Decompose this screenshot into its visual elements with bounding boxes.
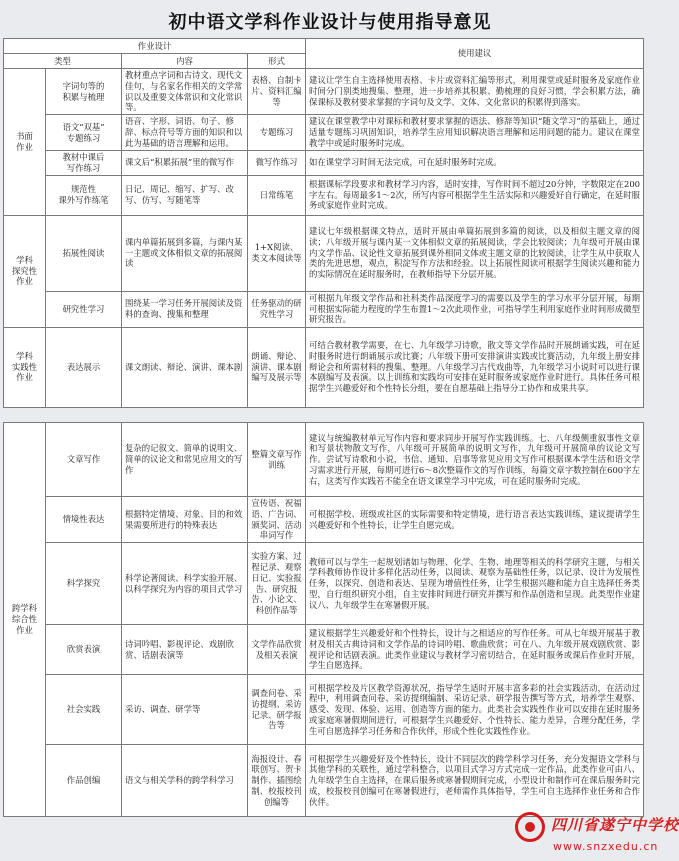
row-type: 语文“双基” 专题练习 (46, 115, 122, 151)
header-row (4, 39, 644, 54)
row-form: 海报设计、春联创写、贺卡制作、插图绘制、校报校刊创编等 (248, 745, 306, 817)
header-design-group: 作业设计 (4, 39, 306, 54)
category-practice: 学科 实践性 作业 (4, 327, 46, 407)
watermark-school-name: 四川省遂宁中学校 (551, 816, 679, 834)
category-written: 书面 作业 (4, 69, 46, 216)
row-usage: 可根据学校及片区教学资源状况，指导学生适时开展丰富多彩的社会实践活动，在活动过程中，利用调查问卷、采访提纲编制、采访记录、研学报告撰写等方式，培养学生观察、感受、发现、体验、运用、创造等方面的能力。此类社会实践性作业可以安排在延时服务或家庭寒暑假期间进行，可根据学生兴趣爱好、个性特长、能力差异，合理分配任务，学生可自愿选择学习任务和合作伙伴，形成个性化实践性作业。 (306, 675, 644, 745)
row-usage: 建议在课堂教学中对课标和教材要求掌握的语法、修辞等知识“随文学习”的基础上，通过适量专题练习巩固知识，培养学生应用知识解决语言理解和运用问题的能力。建议在课堂教学中或延时服务时完成。 (306, 115, 644, 151)
header-content: 内容 (122, 54, 248, 69)
row-form: 专题练习 (248, 115, 306, 151)
row-type: 文章写作 (46, 423, 122, 497)
row-usage: 建议让学生自主选择使用表格、卡片或资料汇编等形式，利用课堂或延时服务及家庭作业时间分门别类地搜集、整理，进一步培养其积累、勤梳理的良好习惯，学会积累方法，确保课标及教材要求掌握的字词句及文学、文体、文化常识的积累得到落实。 (306, 69, 644, 115)
row-usage: 可根据九年级文学作品和社科类作品深度学习的需要以及学生的学习水平分层开展，每期可根据实际能力程度的学生布置1～2次此项作业，可指导学生利用家庭作业时间形成微型研究报告。 (306, 291, 644, 327)
row-content: 诗词吟唱、影视评论、戏剧欣赏、话剧表演等 (122, 625, 248, 675)
row-type: 社会实践 (46, 675, 122, 745)
header-form: 形式 (248, 54, 306, 69)
table-row (4, 69, 644, 115)
table-row (4, 423, 644, 497)
row-form: 整篇文章写作训练 (248, 423, 306, 497)
table-row (4, 115, 644, 151)
row-usage: 根据课标学段要求和教材学习内容，适时安排，写作时间不超过20分钟，字数限定在200字左右。每周最多1～2次，所写内容可根据学生生活实际和兴趣爱好自行确定，在延时服务或家庭作业时完成。 (306, 175, 644, 215)
row-content: 根据特定情境、对象、目的和效果需要所进行的特殊表达 (122, 497, 248, 543)
table-row (4, 497, 644, 543)
table-row (4, 151, 644, 176)
row-type: 字词句等的 积累与梳理 (46, 69, 122, 115)
assignment-table-part1 (3, 38, 644, 408)
table-row (4, 175, 644, 215)
row-content: 复杂的记叙文、简单的说明文、简单的议论文和常见应用文的写作 (122, 423, 248, 497)
category-inquiry: 学科 探究性 作业 (4, 215, 46, 327)
category-interdisciplinary: 跨学科 综合性 作业 (4, 423, 46, 817)
table-row (4, 745, 644, 817)
row-form: 文学作品欣赏及相关表演 (248, 625, 306, 675)
assignment-table-part2 (3, 422, 644, 817)
table-row (4, 327, 644, 407)
row-type: 拓展性阅读 (46, 215, 122, 291)
row-form: 表格、自制卡片、资料汇编等 (248, 69, 306, 115)
header-usage: 使用建议 (306, 39, 644, 69)
row-form: 日常练笔 (248, 175, 306, 215)
row-type: 规范性 课外写作练笔 (46, 175, 122, 215)
row-type: 作品创编 (46, 745, 122, 817)
row-usage: 如在课堂学习时间无法完成，可在延时服务时完成。 (306, 151, 644, 176)
row-usage: 建议根据学生兴趣爱好和个性特长，设计与之相适应的写作任务。可从七年级开展基于教材及相关古典诗词和文学作品的诗词吟唱、歌曲欣赏；可在八、九年级开展戏剧欣赏、影视评论和话剧表演。此类作业建议与教材学习密切结合，在延时服务或课后作业时开展，学生自愿选择。 (306, 625, 644, 675)
row-content: 围绕某一学习任务开展阅读及资料的查询、搜集和整理 (122, 291, 248, 327)
table-row (4, 215, 644, 291)
row-type: 表达展示 (46, 327, 122, 407)
row-type: 教材中课后 写作练习 (46, 151, 122, 176)
row-content: 采访、调查、研学等 (122, 675, 248, 745)
row-form: 1+X阅读、类文本阅读等 (248, 215, 306, 291)
row-type: 情境性表达 (46, 497, 122, 543)
row-usage: 建议与统编教材单元写作内容和要求同步开展写作实践训练。七、八年级侧重叙事性文章和写景状物散文写作，八年级可开展简单的说明文写作，九年级可开展简单的议论文写作。尝试写诗歌和小说，书信、通知、启事等常见应用文写作可根据课本学生活和语文学习需求进行开展，每期可进行6～8次整篇作文的写作训练，每篇文章字数控制在600字左右，这类写作实践若不能全在语文课堂学习中完成，可在延时服务时完成。 (306, 423, 644, 497)
row-form: 微写作练习 (248, 151, 306, 176)
table-row (4, 543, 644, 625)
row-form: 任务驱动的研究性学习 (248, 291, 306, 327)
row-content: 教材重点字词和古诗文、现代文佳句，与名家名作相关的文学常识以及重要文体常识和文化常识等。 (122, 69, 248, 115)
row-form: 实验方案、过程记录、观察日记、实验报告、研究报告、小论文、科创作品等 (248, 543, 306, 625)
row-usage: 教师可以与学生一起规划诸如与物理、化学、生物、地理等相关的科学研究主题，与相关学科教师协作设计多样化活动任务，以阅读、观察为基础性任务，以记录、设计为发展性任务，以探究、创造和表达、呈现为增值性任务，让学生根据兴趣和能力自主选择任务类型，自行组织研究小组，自主安排时间进行研究并撰写和作品创造和呈现。此类型作业建议八、九年级学生在寒暑假开展。 (306, 543, 644, 625)
school-watermark (515, 812, 679, 860)
row-form: 朗诵、辩论、演讲、课本剧编写及展示等 (248, 327, 306, 407)
table-row (4, 675, 644, 745)
row-form: 调查问卷、采访提纲、采访记录、研学报告等 (248, 675, 306, 745)
row-content: 语音、字形、词语、句子、修辞、标点符号等方面的知识和以此为基础的语言理解和运用。 (122, 115, 248, 151)
header-type: 类型 (4, 54, 122, 69)
row-usage: 可根据学生兴趣爱好及个性特长，设计不同层次的跨学科学习任务，充分发掘语文学科与其他学科的关联性，通过学科整合，以项目式学习方式完成一定作品，此类作业可由八、九年级学生自主选择，在课后服务或寒暑假期间完成，小型设计和制作可在课后服务时完成，校报校刊创编可在寒暑假进行，老师需作具体指导，学生可自主选择作业任务和合作伙伴。 (306, 745, 644, 817)
school-seal-icon (515, 812, 545, 842)
table-row (4, 625, 644, 675)
row-usage: 可结合教材教学需要，在七、九年级学习诗歌，散文等文学作品时开展朗诵实践，可在延时服务时进行朗诵展示或比赛；八年级下册可安排演讲实践或比赛活动，九年级上册安排辩论会和所需材料的搜集、整理。八年级学习古代戏曲等，九年级学习小说时可以进行课本剧编写及表演。以上训练和实践均可安排在延时服务或家庭作业时进行。具体任务可根据学生兴趣爱好和个性特长分组，要在自愿基础上指导分工协作和成果共享。 (306, 327, 644, 407)
row-content: 科学论著阅读、科学实验开展、以科学探究为内容的项目式学习 (122, 543, 248, 625)
row-usage: 可根据学校、班级或社区的实际需要和特定情境，进行语言表达实践训练，建议提请学生兴趣爱好和个性特长，让学生自愿完成。 (306, 497, 644, 543)
row-usage: 建议七年级根据课文特点，适时开展由单篇拓展到多篇的阅读，以及相似主题文章的阅读；八年级开展与课内某一文体相似文章的拓展阅读，学会比较阅读；九年级可开展由课内文学作品、议论性文章拓展到课外相同文体或主题文章的比较阅读，让学生从中获取人类的先进思想，观点，积淀写作方法和经验。以上拓展性阅读可根据学生阅读兴趣和能力的实际情况在延时服务时，在教师指导下分层开展。 (306, 215, 644, 291)
row-type: 欣赏表演 (46, 625, 122, 675)
row-content: 课文后“积累拓展”里的微写作 (122, 151, 248, 176)
row-content: 日记、周记、缩写、扩写、改写、仿写、写随笔等 (122, 175, 248, 215)
document-title: 初中语文学科作业设计与使用指导意见 (168, 12, 492, 33)
row-type: 科学探究 (46, 543, 122, 625)
row-content: 课内单篇拓展到多篇，与课内某一主题或文体相似文章的拓展阅读 (122, 215, 248, 291)
row-content: 课文朗读、辩论、演讲、课本剧 (122, 327, 248, 407)
row-form: 宣传语、祝福语、广告词、颁奖词、活动串词写作 (248, 497, 306, 543)
table-row (4, 291, 644, 327)
row-content: 语文与相关学科的跨学科学习 (122, 745, 248, 817)
watermark-url: www.snzxedu.cn (553, 840, 659, 853)
row-type: 研究性学习 (46, 291, 122, 327)
